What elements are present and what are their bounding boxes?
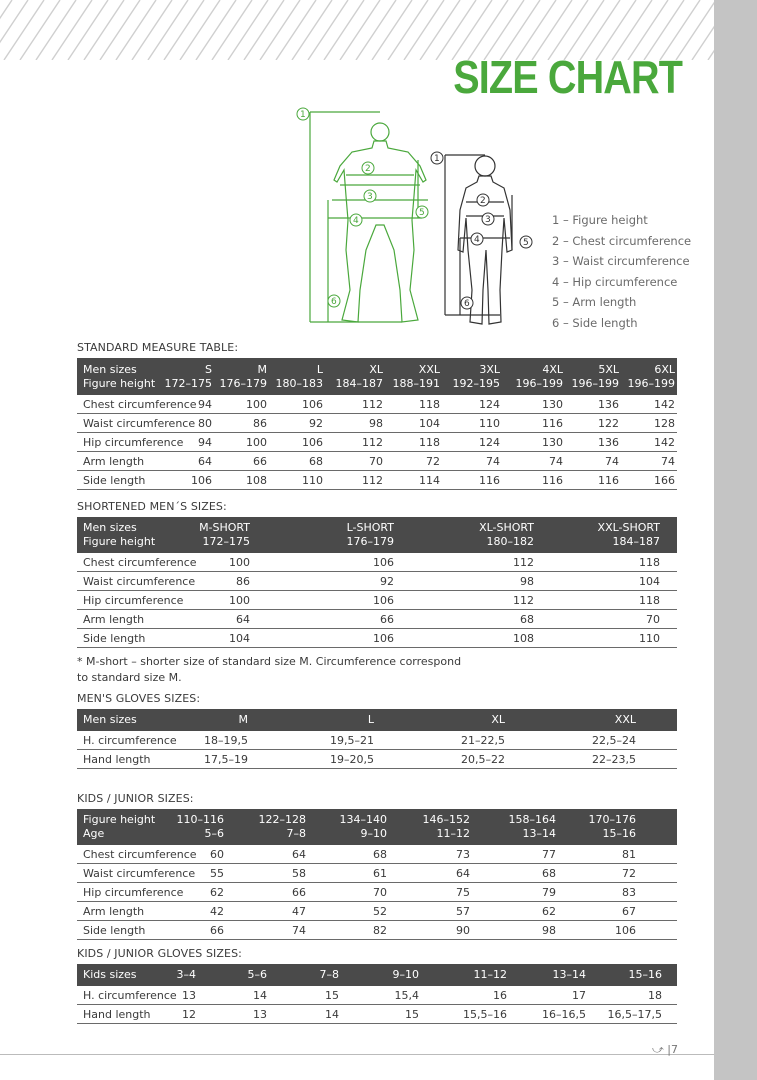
row-label: Chest circumference xyxy=(83,848,197,861)
page-number xyxy=(652,1043,678,1057)
table-cell: 104 xyxy=(229,632,250,645)
header-label: Men sizes xyxy=(83,363,137,376)
header-cell: 180–182 xyxy=(486,535,534,548)
header-cell: 11–12 xyxy=(473,968,507,981)
row-label: Arm length xyxy=(83,905,145,918)
table-cell: 116 xyxy=(542,474,563,487)
table-row xyxy=(77,750,677,769)
table-row xyxy=(77,902,677,921)
table-cell: 112 xyxy=(362,474,383,487)
table-cell: 108 xyxy=(513,632,534,645)
table-cell: 83 xyxy=(622,886,636,899)
table-cell: 47 xyxy=(292,905,306,918)
table-cell: 110 xyxy=(479,417,500,430)
table-cell: 136 xyxy=(598,436,619,449)
table-row xyxy=(77,591,677,610)
table-cell: 19,5–21 xyxy=(330,734,374,747)
table-cell: 66 xyxy=(380,613,394,626)
marker-5: 5 xyxy=(419,208,425,218)
table-cell: 13 xyxy=(182,989,196,1002)
header-cell: 170–176 xyxy=(588,813,636,826)
table-cell: 80 xyxy=(198,417,212,430)
table-cell: 82 xyxy=(373,924,387,937)
table-cell: 68 xyxy=(542,867,556,880)
legend-item: 4 – Hip circumference xyxy=(552,274,678,289)
header-cell: 15–16 xyxy=(602,827,636,840)
row-label: Hand length xyxy=(83,1008,151,1021)
marker-6: 6 xyxy=(331,297,337,307)
header-cell: XL-SHORT xyxy=(479,521,534,534)
table-cell: 79 xyxy=(542,886,556,899)
header-row xyxy=(77,535,677,549)
table-cell: 118 xyxy=(639,594,660,607)
table-cell: 86 xyxy=(253,417,267,430)
header-cell: 192–195 xyxy=(452,377,500,390)
table-row xyxy=(77,731,677,750)
table-cell: 74 xyxy=(549,455,563,468)
table-header xyxy=(77,809,677,845)
table-row xyxy=(77,433,677,452)
table-cell: 68 xyxy=(520,613,534,626)
page-number-value: 7 xyxy=(670,1043,678,1056)
kid-marker-1: 1 xyxy=(434,154,440,164)
table-cell: 42 xyxy=(210,905,224,918)
table-cell: 104 xyxy=(419,417,440,430)
table-cell: 68 xyxy=(373,848,387,861)
table-row xyxy=(77,629,677,648)
table-row xyxy=(77,572,677,591)
table-cell: 19–20,5 xyxy=(330,753,374,766)
footer-divider xyxy=(0,1054,714,1055)
header-cell: 3–4 xyxy=(176,968,196,981)
header-cell: 110–116 xyxy=(176,813,224,826)
table-header xyxy=(77,964,677,986)
table-cell: 66 xyxy=(253,455,267,468)
table-cell: 142 xyxy=(654,436,675,449)
table-cell: 106 xyxy=(373,594,394,607)
table-cell: 73 xyxy=(456,848,470,861)
header-row xyxy=(77,521,677,535)
table-cell: 166 xyxy=(654,474,675,487)
table-cell: 116 xyxy=(479,474,500,487)
row-label: Side length xyxy=(83,632,146,645)
header-row xyxy=(77,713,677,727)
table-cell: 75 xyxy=(456,886,470,899)
table-cell: 18 xyxy=(648,989,662,1002)
header-cell: 158–164 xyxy=(508,813,556,826)
legend-item: 1 – Figure height xyxy=(552,213,648,227)
table-cell: 122 xyxy=(598,417,619,430)
kid-marker-4: 4 xyxy=(474,235,480,245)
table-cell: 16 xyxy=(493,989,507,1002)
header-cell: XXL xyxy=(418,363,440,376)
row-label: Waist circumference xyxy=(83,867,196,880)
table-cell: 57 xyxy=(456,905,470,918)
table-cell: 16–16,5 xyxy=(542,1008,586,1021)
row-label: Waist circumference xyxy=(83,575,196,588)
header-cell: 196–199 xyxy=(571,377,619,390)
table-cell: 15 xyxy=(325,989,339,1002)
header-label: Men sizes xyxy=(83,713,137,726)
table-cell: 15 xyxy=(405,1008,419,1021)
table-cell: 21–22,5 xyxy=(461,734,505,747)
header-row xyxy=(77,363,677,377)
table-cell: 58 xyxy=(292,867,306,880)
table-cell: 106 xyxy=(302,398,323,411)
table-cell: 92 xyxy=(309,417,323,430)
table-cell: 106 xyxy=(615,924,636,937)
header-row xyxy=(77,377,677,391)
marker-1: 1 xyxy=(300,110,306,120)
header-cell: 3XL xyxy=(479,363,500,376)
table-cell: 22–23,5 xyxy=(592,753,636,766)
row-label: Arm length xyxy=(83,613,145,626)
table-row xyxy=(77,986,677,1005)
table-cell: 124 xyxy=(479,398,500,411)
header-cell: XXL-SHORT xyxy=(597,521,660,534)
table-row xyxy=(77,414,677,433)
header-cell: M xyxy=(257,363,267,376)
table-cell: 114 xyxy=(419,474,440,487)
header-cell: 196–199 xyxy=(627,377,675,390)
table-row xyxy=(77,395,677,414)
table-cell: 17,5–19 xyxy=(204,753,248,766)
table-cell: 66 xyxy=(210,924,224,937)
standard-table-label: STANDARD MEASURE TABLE: xyxy=(77,341,239,354)
header-cell: S xyxy=(205,363,212,376)
row-label: Hip circumference xyxy=(83,886,184,899)
table-row xyxy=(77,553,677,572)
table-cell: 104 xyxy=(639,575,660,588)
table-row xyxy=(77,921,677,940)
table-cell: 100 xyxy=(229,594,250,607)
legend-item: 3 – Waist circumference xyxy=(552,254,690,269)
header-cell: 146–152 xyxy=(422,813,470,826)
header-cell: 13–14 xyxy=(552,968,586,981)
table-cell: 14 xyxy=(253,989,267,1002)
legend-item: 2 – Chest circumference xyxy=(552,233,692,248)
table-cell: 74 xyxy=(292,924,306,937)
header-cell: 172–175 xyxy=(164,377,212,390)
table-cell: 55 xyxy=(210,867,224,880)
header-cell: 4XL xyxy=(542,363,563,376)
table-cell: 74 xyxy=(605,455,619,468)
header-cell: 134–140 xyxy=(339,813,387,826)
header-cell: XL xyxy=(491,713,505,726)
table-header xyxy=(77,517,677,553)
marker-2: 2 xyxy=(365,164,371,174)
row-label: Side length xyxy=(83,924,146,937)
table-row xyxy=(77,471,677,490)
header-cell: 5–6 xyxy=(204,827,224,840)
row-label: Side length xyxy=(83,474,146,487)
table-cell: 108 xyxy=(246,474,267,487)
header-cell: M xyxy=(238,713,248,726)
table-cell: 64 xyxy=(198,455,212,468)
table-cell: 94 xyxy=(198,436,212,449)
header-cell: XL xyxy=(369,363,383,376)
header-cell: 5XL xyxy=(598,363,619,376)
table-cell: 13 xyxy=(253,1008,267,1021)
row-label: H. circumference xyxy=(83,734,177,747)
header-cell: 196–199 xyxy=(515,377,563,390)
table-row xyxy=(77,610,677,629)
table-cell: 98 xyxy=(520,575,534,588)
brand-icon: ⤻ | xyxy=(652,1043,671,1056)
shortened-sizes-table xyxy=(77,517,677,648)
kid-marker-6: 6 xyxy=(464,299,470,309)
table-cell: 136 xyxy=(598,398,619,411)
header-label: Age xyxy=(83,827,105,840)
table-cell: 110 xyxy=(639,632,660,645)
kids-table-label: KIDS / JUNIOR SIZES: xyxy=(77,792,194,805)
table-header xyxy=(77,709,677,731)
table-cell: 106 xyxy=(373,556,394,569)
table-cell: 15,4 xyxy=(394,989,419,1002)
table-cell: 77 xyxy=(542,848,556,861)
table-cell: 100 xyxy=(229,556,250,569)
table-cell: 100 xyxy=(246,398,267,411)
header-cell: 184–187 xyxy=(612,535,660,548)
header-cell: 180–183 xyxy=(275,377,323,390)
header-cell: 5–6 xyxy=(247,968,267,981)
header-cell: 6XL xyxy=(654,363,675,376)
table-cell: 112 xyxy=(362,398,383,411)
header-cell: M-SHORT xyxy=(199,521,250,534)
table-cell: 142 xyxy=(654,398,675,411)
table-cell: 94 xyxy=(198,398,212,411)
table-row xyxy=(77,452,677,471)
table-cell: 62 xyxy=(542,905,556,918)
table-cell: 61 xyxy=(373,867,387,880)
table-cell: 98 xyxy=(369,417,383,430)
row-label: H. circumference xyxy=(83,989,177,1002)
marker-4: 4 xyxy=(353,216,359,226)
table-cell: 74 xyxy=(661,455,675,468)
legend-item: 6 – Side length xyxy=(552,315,638,330)
table-cell: 20,5–22 xyxy=(461,753,505,766)
header-cell: 9–10 xyxy=(392,968,419,981)
table-cell: 17 xyxy=(572,989,586,1002)
row-label: Waist circumference xyxy=(83,417,196,430)
table-cell: 118 xyxy=(639,556,660,569)
table-row xyxy=(77,864,677,883)
table-cell: 110 xyxy=(302,474,323,487)
header-cell: XXL xyxy=(614,713,636,726)
kid-marker-2: 2 xyxy=(480,196,486,206)
mens-gloves-table xyxy=(77,709,677,769)
row-label: Arm length xyxy=(83,455,145,468)
table-cell: 130 xyxy=(542,436,563,449)
standard-measure-table xyxy=(77,358,677,490)
table-cell: 68 xyxy=(309,455,323,468)
kids-sizes-table xyxy=(77,809,677,940)
header-cell: 13–14 xyxy=(522,827,556,840)
table-cell: 12 xyxy=(182,1008,196,1021)
side-gray-strip xyxy=(714,0,757,1080)
table-cell: 62 xyxy=(210,886,224,899)
table-cell: 52 xyxy=(373,905,387,918)
header-cell: 15–16 xyxy=(628,968,662,981)
table-cell: 98 xyxy=(542,924,556,937)
footnote-line: to standard size M. xyxy=(77,671,182,684)
table-cell: 112 xyxy=(513,594,534,607)
page-title: SIZE CHART xyxy=(453,51,682,103)
footnote-line: * M-short – shorter size of standard size M. Circumference correspond xyxy=(77,655,462,668)
header-cell: 176–179 xyxy=(219,377,267,390)
header-label: Figure height xyxy=(83,535,156,548)
table-cell: 118 xyxy=(419,436,440,449)
row-label: Chest circumference xyxy=(83,398,197,411)
legend-item: 5 – Arm length xyxy=(552,295,637,310)
table-cell: 116 xyxy=(542,417,563,430)
header-row xyxy=(77,827,677,841)
table-cell: 15,5–16 xyxy=(463,1008,507,1021)
table-cell: 14 xyxy=(325,1008,339,1021)
footnote xyxy=(77,654,461,686)
marker-3: 3 xyxy=(367,192,373,202)
kids-gloves-table-label: KIDS / JUNIOR GLOVES SIZES: xyxy=(77,947,242,960)
table-cell: 106 xyxy=(302,436,323,449)
table-cell: 92 xyxy=(380,575,394,588)
table-cell: 112 xyxy=(513,556,534,569)
table-cell: 72 xyxy=(622,867,636,880)
table-row xyxy=(77,883,677,902)
table-header xyxy=(77,358,677,395)
table-row xyxy=(77,1005,677,1024)
table-cell: 124 xyxy=(479,436,500,449)
table-cell: 100 xyxy=(246,436,267,449)
table-cell: 16,5–17,5 xyxy=(607,1008,662,1021)
table-cell: 116 xyxy=(598,474,619,487)
kid-marker-5: 5 xyxy=(523,238,529,248)
measurement-legend xyxy=(552,210,691,334)
table-cell: 70 xyxy=(646,613,660,626)
kid-marker-3: 3 xyxy=(485,215,491,225)
table-cell: 74 xyxy=(486,455,500,468)
header-cell: 7–8 xyxy=(319,968,339,981)
table-cell: 64 xyxy=(292,848,306,861)
header-cell: L xyxy=(316,363,323,376)
table-cell: 64 xyxy=(456,867,470,880)
row-label: Chest circumference xyxy=(83,556,197,569)
header-cell: 176–179 xyxy=(346,535,394,548)
header-label: Figure height xyxy=(83,813,156,826)
row-label: Hip circumference xyxy=(83,436,184,449)
table-cell: 128 xyxy=(654,417,675,430)
row-label: Hand length xyxy=(83,753,151,766)
table-cell: 60 xyxy=(210,848,224,861)
table-cell: 72 xyxy=(426,455,440,468)
header-cell: 122–128 xyxy=(258,813,306,826)
header-row xyxy=(77,813,677,827)
header-label: Figure height xyxy=(83,377,156,390)
table-cell: 130 xyxy=(542,398,563,411)
header-row xyxy=(77,968,677,982)
table-cell: 118 xyxy=(419,398,440,411)
table-cell: 81 xyxy=(622,848,636,861)
header-cell: 11–12 xyxy=(436,827,470,840)
adult-figure xyxy=(310,112,428,322)
table-cell: 22,5–24 xyxy=(592,734,636,747)
row-label: Hip circumference xyxy=(83,594,184,607)
header-label: Kids sizes xyxy=(83,968,137,981)
table-cell: 70 xyxy=(373,886,387,899)
header-cell: L xyxy=(367,713,374,726)
table-row xyxy=(77,845,677,864)
table-cell: 18–19,5 xyxy=(204,734,248,747)
shortened-table-label: SHORTENED MEN´S SIZES: xyxy=(77,500,227,513)
table-cell: 106 xyxy=(191,474,212,487)
gloves-table-label: MEN'S GLOVES SIZES: xyxy=(77,692,201,705)
kids-gloves-table xyxy=(77,964,677,1024)
table-cell: 64 xyxy=(236,613,250,626)
table-cell: 90 xyxy=(456,924,470,937)
header-cell: 172–175 xyxy=(202,535,250,548)
table-cell: 86 xyxy=(236,575,250,588)
header-cell: 188–191 xyxy=(392,377,440,390)
header-cell: L-SHORT xyxy=(346,521,394,534)
header-cell: 7–8 xyxy=(286,827,306,840)
header-cell: 9–10 xyxy=(360,827,387,840)
table-cell: 70 xyxy=(369,455,383,468)
table-cell: 67 xyxy=(622,905,636,918)
table-cell: 106 xyxy=(373,632,394,645)
header-label: Men sizes xyxy=(83,521,137,534)
table-cell: 66 xyxy=(292,886,306,899)
body-figures-illustration xyxy=(290,100,550,330)
header-cell: 184–187 xyxy=(335,377,383,390)
table-cell: 112 xyxy=(362,436,383,449)
